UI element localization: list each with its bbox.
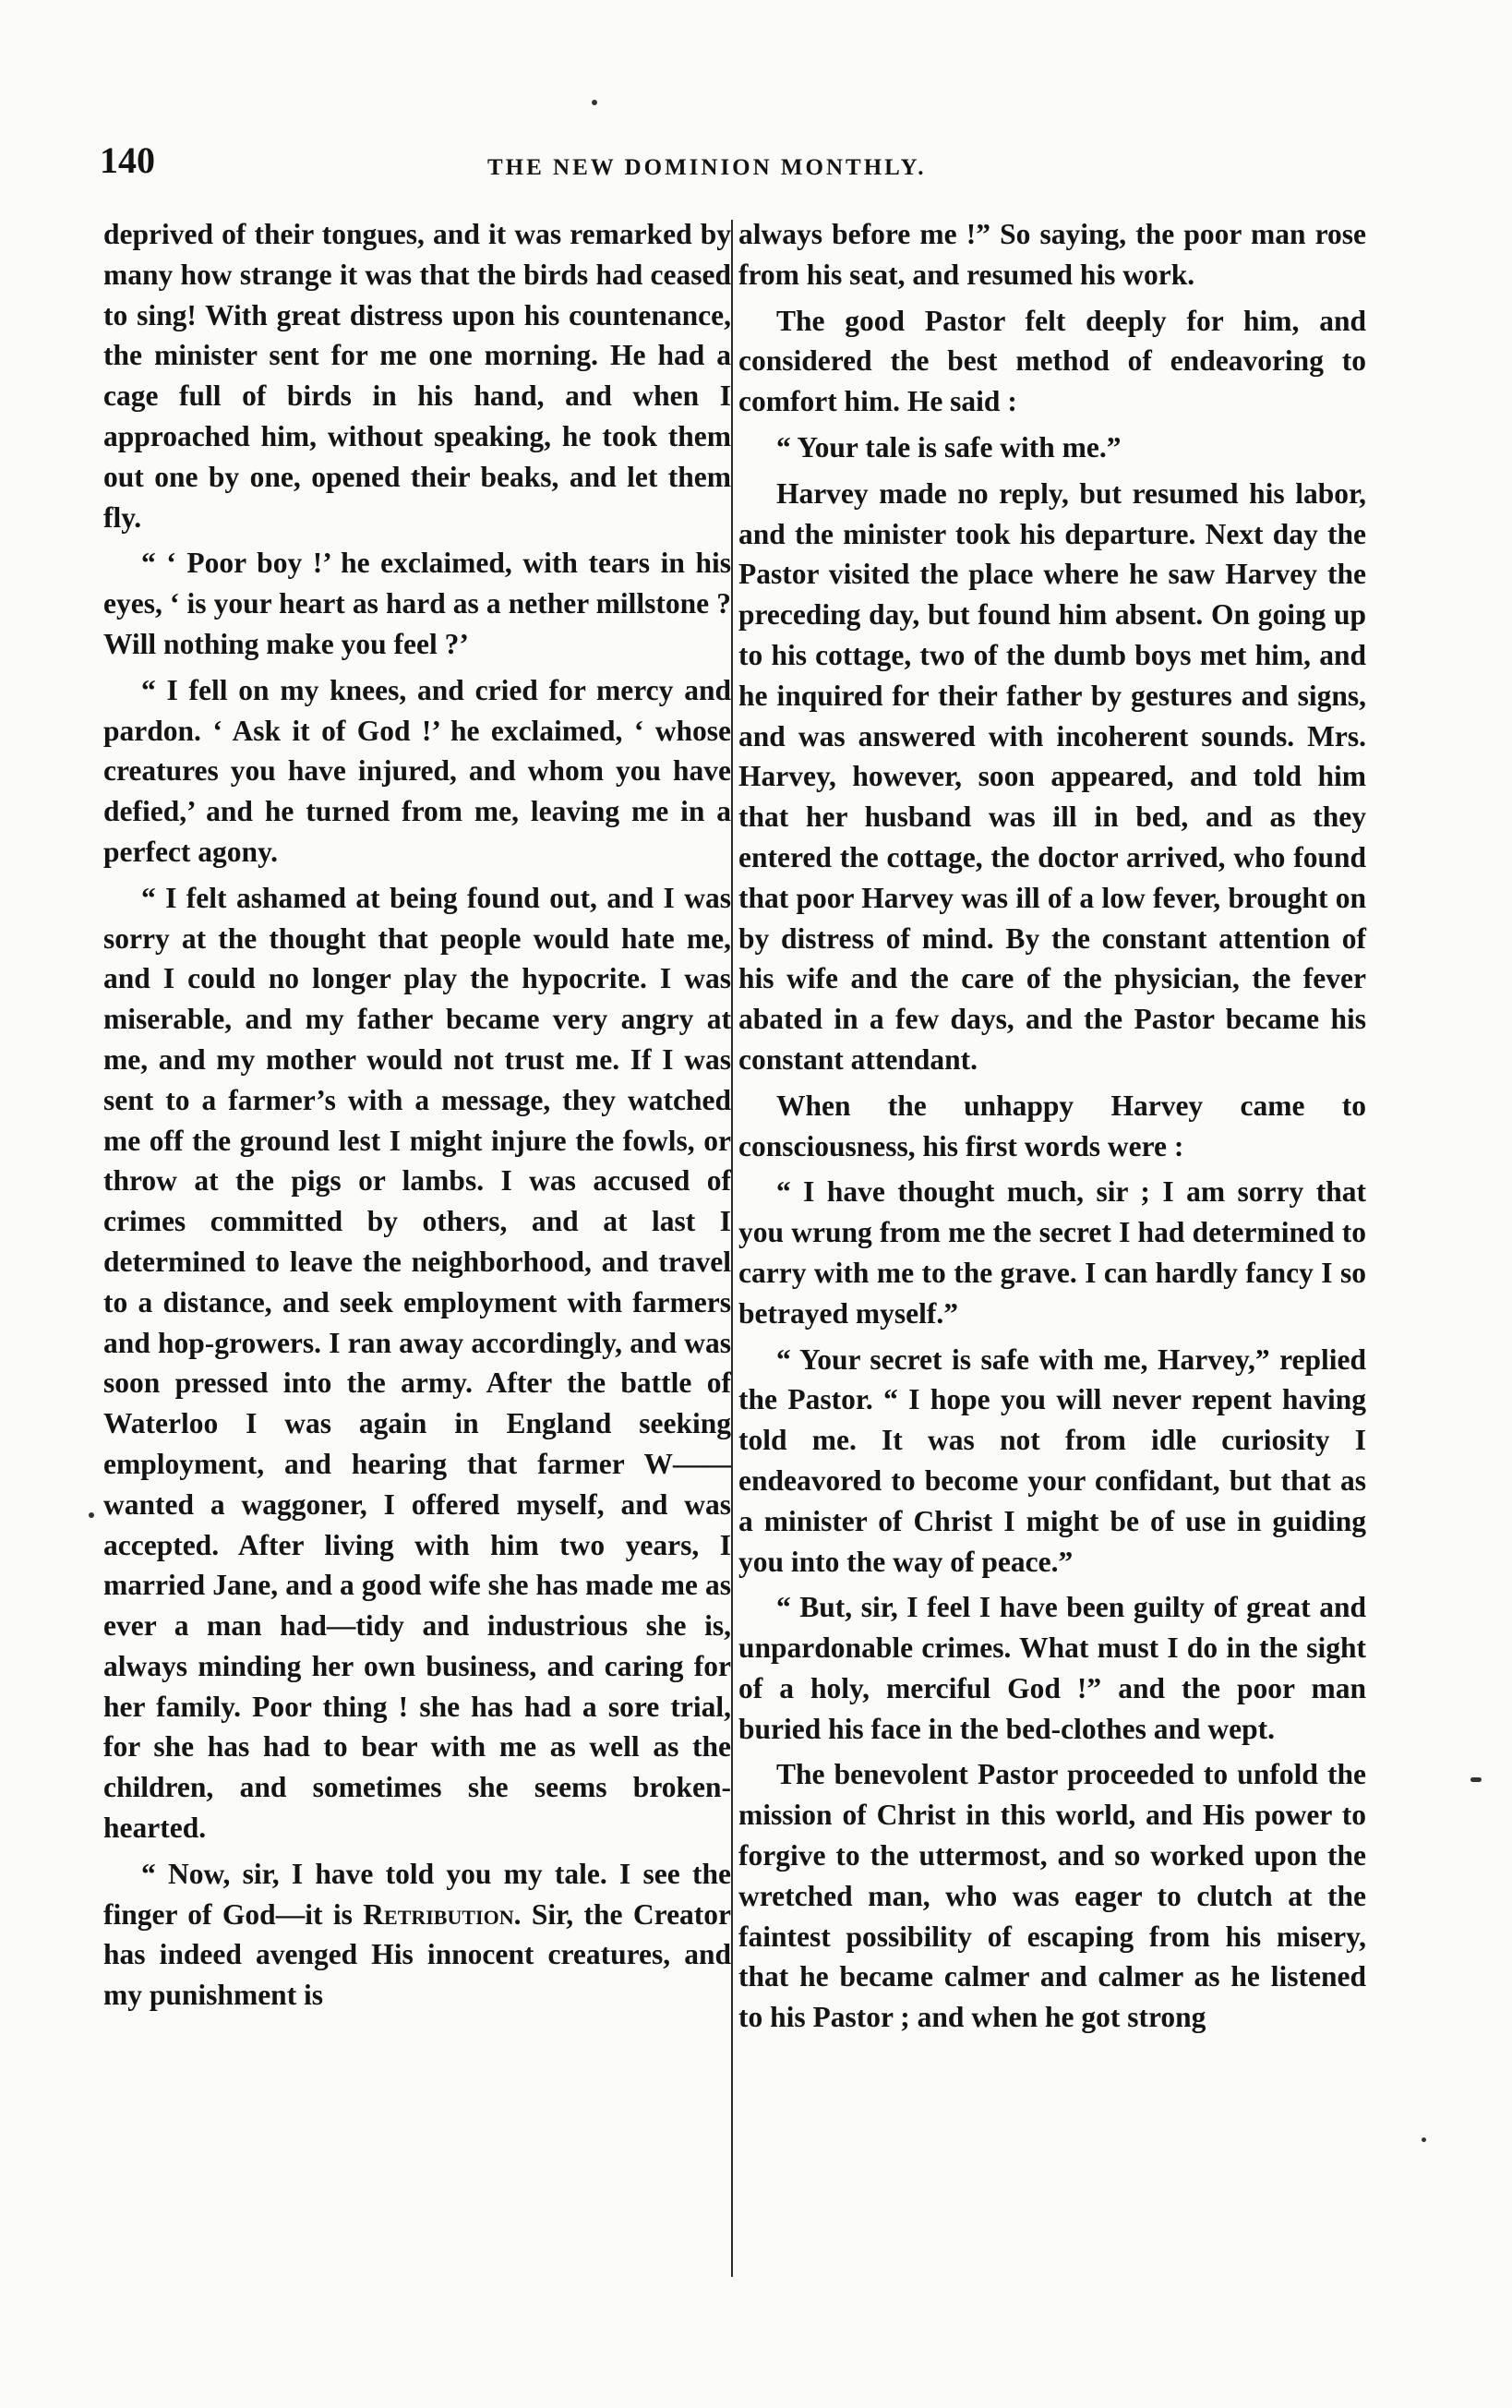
page-number: 140 — [100, 139, 155, 181]
paragraph: Harvey made no reply, but resumed his labor, and the minister took his departure. Next day the Pastor visited the place where he saw Harvey the preceding day, but found him absent. On going up to his cottage, two of the dumb boys met him, and he inquired for their father by gestures and signs, and was answered with incoherent sounds. Mrs. Harvey, however, soon appeared, and told him that her husband was ill in bed, and as they entered the cottage, the doctor arrived, who found that poor Harvey was ill of a low fever, brought on by distress of mind. By the constant attention of his wife and the care of the physician, the fever abated in a few days, and the Pastor became his constant attendant. — [738, 476, 1366, 1076]
running-title: THE NEW DOMINION MONTHLY. — [487, 155, 927, 180]
paragraph: “ Your secret is safe with me, Harvey,” replied the Pastor. “ I hope you will never repent having told me. It was not from idle curiosity I endeavored to become your confidant, but that as a minister of Christ I might be of use in guiding you into the way of peace.” — [738, 1342, 1366, 1578]
print-speck — [89, 1512, 94, 1518]
paragraph-text: “ Now, sir, I have told you my tale. I see the finger of God—it is — [103, 1857, 731, 1931]
paragraph: always before me !” So saying, the poor man rose from his seat, and resumed his work. — [738, 218, 1366, 291]
right-column — [738, 214, 1366, 2043]
paragraph: When the unhappy Harvey came to consciousness, his first words were : — [738, 1089, 1366, 1162]
paragraph: The benevolent Pastor proceeded to unfold the mission of Christ in this world, and His power to forgive to the uttermost, and so worked upon the wretched man, who was eager to clutch at the faintest possibility of escaping from his misery, that he became calmer and calmer as he listened to his Pastor ; and when he got strong — [738, 1758, 1366, 2034]
page-header — [100, 138, 1348, 194]
paragraph: “ Your tale is safe with me.” — [775, 430, 1122, 464]
paragraph: “ ‘ Poor boy !’ he exclaimed, with tears in his eyes, ‘ is your heart as hard as a nether millstone ? Will nothing make you feel ?’ — [103, 547, 731, 660]
paragraph: “ I fell on my knees, and cried for mercy and pardon. ‘ Ask it of God !’ he exclaimed, ‘ whose creatures you have injured, and whom you have defied,’ and he turned from me, leaving me in a perfect agony. — [103, 673, 731, 868]
column-divider — [731, 220, 733, 2277]
print-speck — [592, 100, 597, 105]
paragraph: “ I have thought much, sir ; I am sorry that you wrung from me the secret I had determined to carry with me to the grave. I can hardly fancy I so betrayed myself.” — [738, 1175, 1366, 1330]
print-speck — [1422, 2137, 1426, 2142]
paragraph: deprived of their tongues, and it was remarked by many how strange it was that the birds had ceased to sing! With great distress upon his countenance, the minister sent for me one morning. He had a cage full of birds in his hand, and when I approached him, without speaking, he took them out one by one, opened their beaks, and let them fly. — [103, 218, 731, 534]
paragraph: The good Pastor felt deeply for him, and considered the best method of endeavoring to comfort him. He said : — [738, 304, 1366, 418]
print-speck — [1470, 1777, 1482, 1782]
retribution-emphasis: Retribution. — [363, 1897, 522, 1931]
paragraph-text: Sir, the Creator has indeed avenged His innocent creatures, and my punishment is — [103, 1897, 732, 2012]
paragraph — [103, 1854, 731, 2016]
paragraph: “ But, sir, I feel I have been guilty of great and unpardonable crimes. What must I do in the sight of a holy, merciful God !” and the poor man buried his face in the bed-clothes and wept. — [738, 1591, 1366, 1745]
left-column — [103, 214, 731, 2021]
paragraph: “ I felt ashamed at being found out, and I was sorry at the thought that people would hate me, and I could no longer play the hypocrite. I was miserable, and my father became very angry at me, and my mother would not trust me. If I was sent to a farmer’s with a message, they watched me off the ground lest I might injure the fowls, or throw at the pigs or lambs. I was accused of crimes committed by others, and at last I determined to leave the neighborhood, and travel to a distance, and seek employment with farmers and hop-growers. I ran away accordingly, and was soon pressed into the army. After the battle of Waterloo I was again in England seeking employment, and hearing that farmer W—— wanted a waggoner, I offered myself, and was accepted. After living with him two years, I married Jane, and a good wife she has made me as ever a man had—tidy and industrious she is, always minding her own business, and caring for her family. Poor thing ! she has had a sore trial, for she has had to bear with me as well as the children, and sometimes she seems broken-hearted. — [103, 881, 731, 1845]
